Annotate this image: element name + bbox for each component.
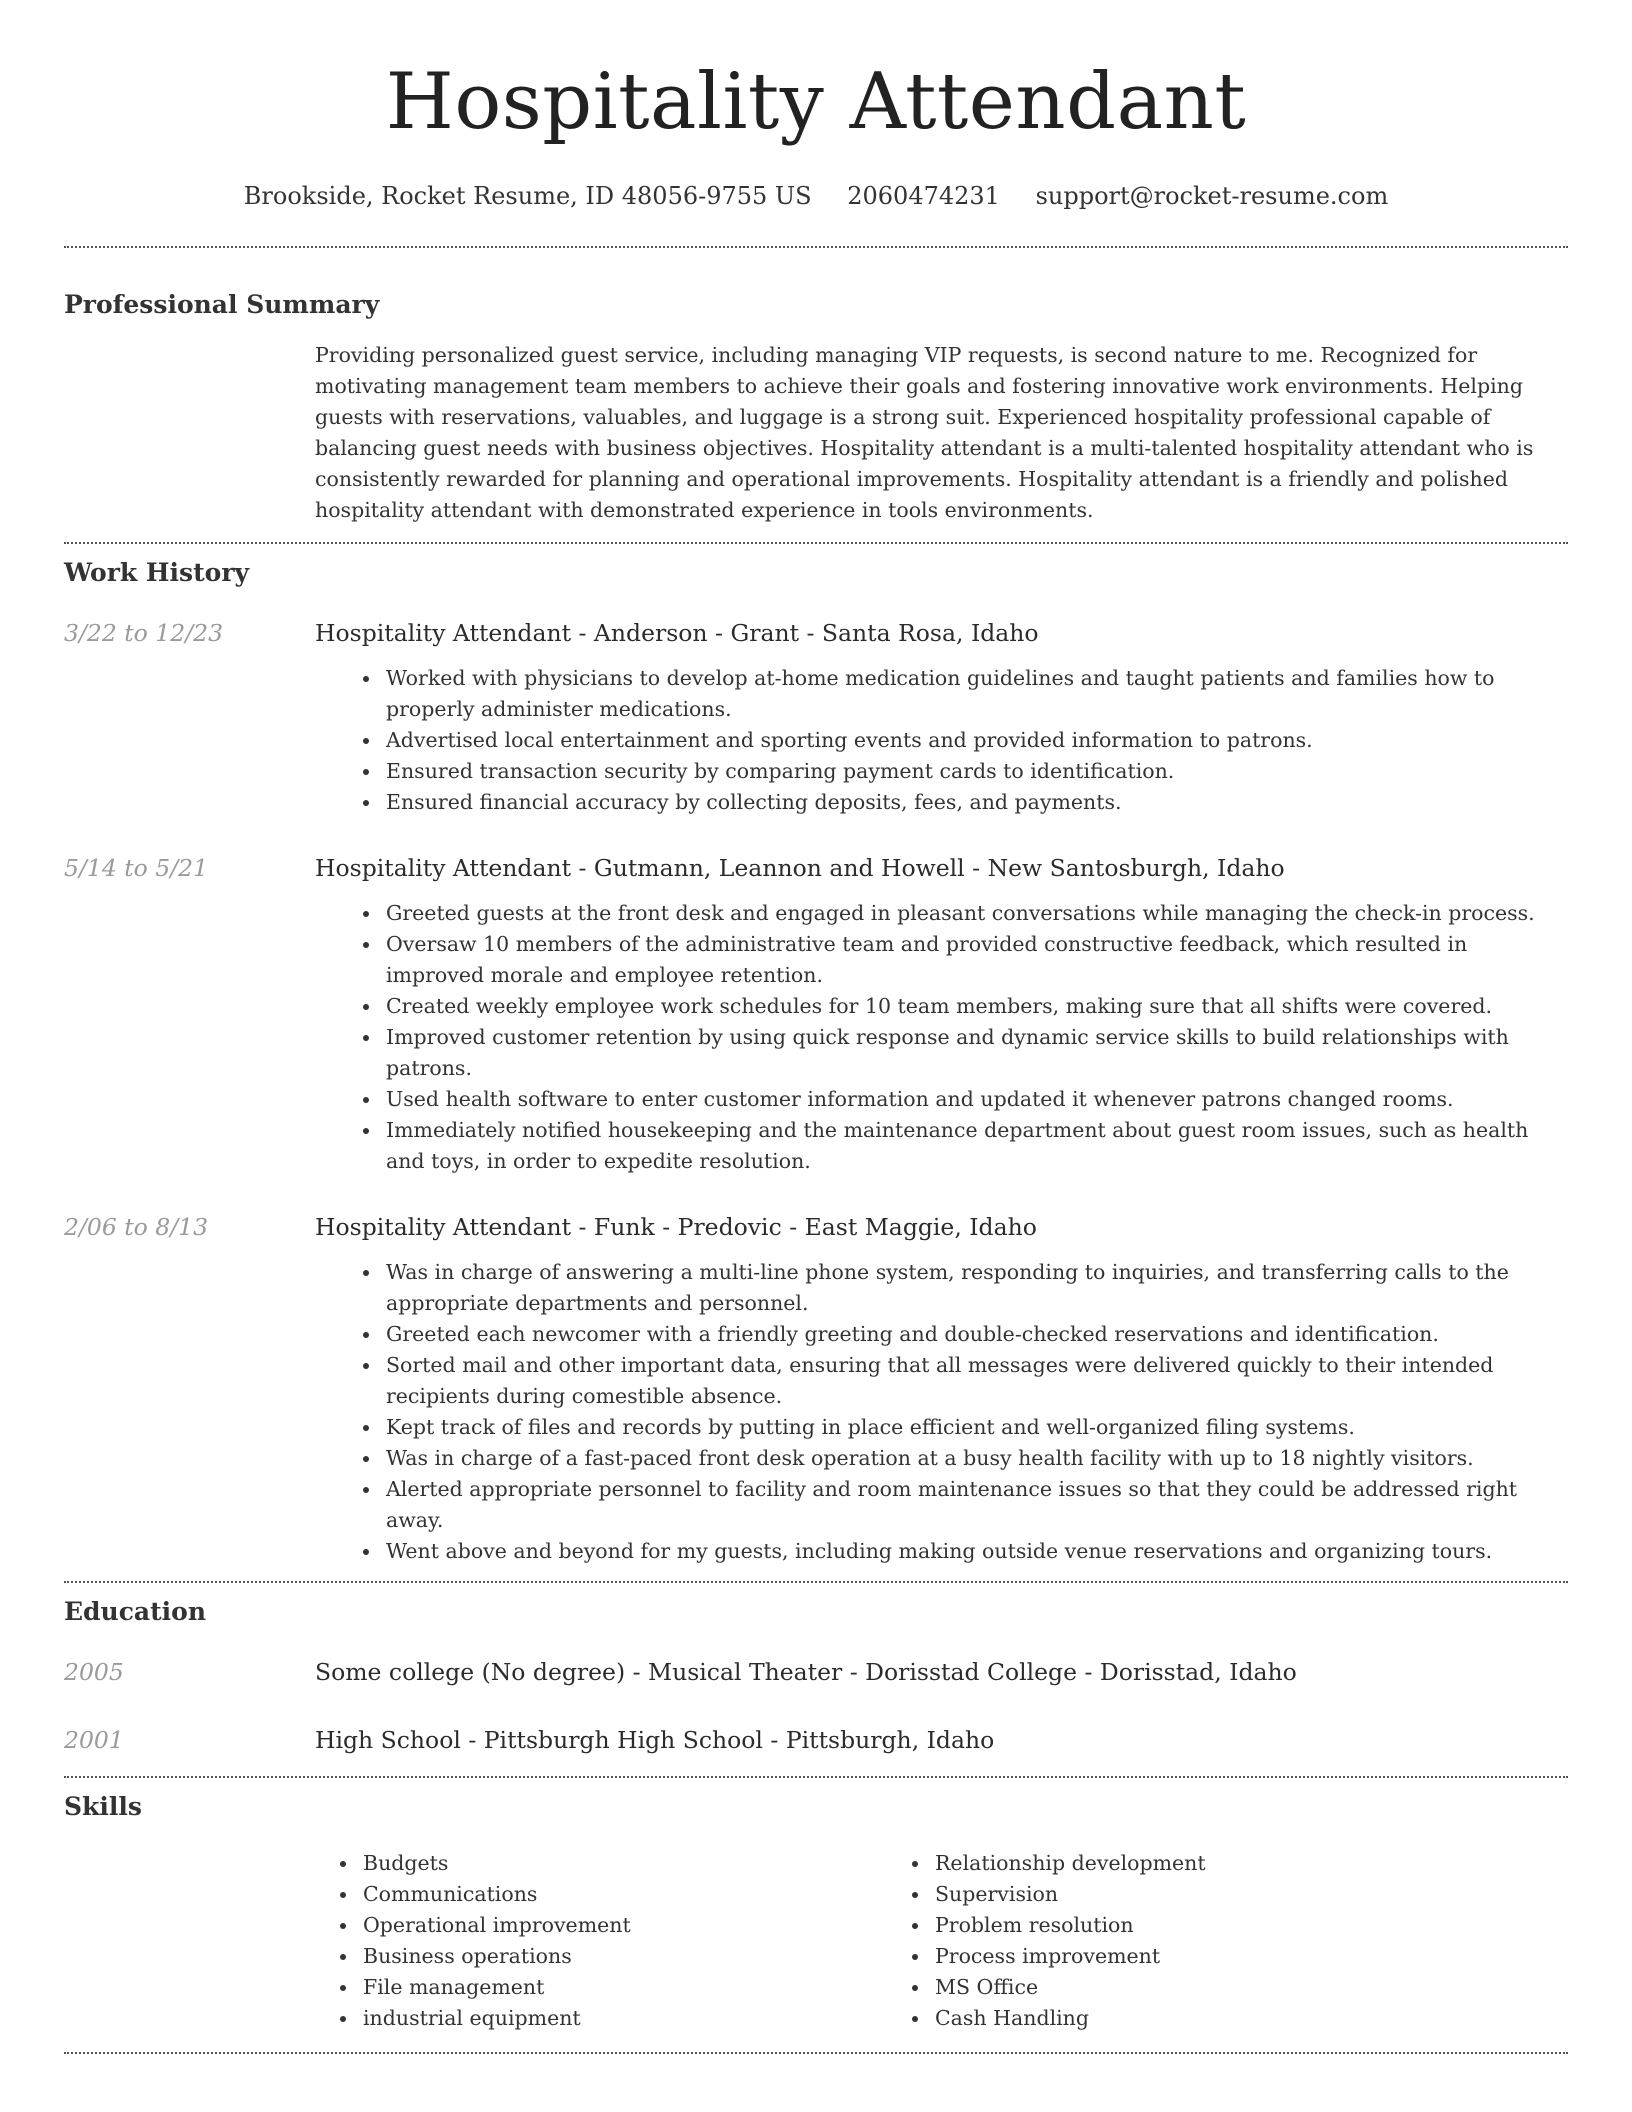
job-bullet: • Worked with physicians to develop at-home medication guidelines and taught patients and families how to properly administer medications.: [382, 663, 1568, 725]
skills-grid: [315, 1848, 1568, 2034]
job-bullet: • Went above and beyond for my guests, including making outside venue reservations and organizing tours.: [382, 1536, 1568, 1567]
job-heading: Hospitality Attendant - Gutmann, Leannon and Howell - New Santosburgh, Idaho: [315, 854, 1285, 882]
section-title-work-history: Work History: [64, 558, 250, 587]
job-entry: [64, 1211, 1568, 1567]
job-header: [64, 617, 1568, 649]
job-bullet: • Improved customer retention by using quick response and dynamic service skills to build relationships with patrons.: [382, 1022, 1568, 1084]
divider: [64, 2052, 1568, 2054]
skill-item: • Relationship development: [931, 1848, 1459, 1879]
education-entry: [64, 1656, 1568, 1688]
job-bullet: • Sorted mail and other important data, ensuring that all messages were delivered quickly to their intended recipients during comestible absence.: [382, 1350, 1568, 1412]
section-title-education: Education: [64, 1597, 207, 1626]
skill-item: • industrial equipment: [359, 2003, 887, 2034]
education-heading: Some college (No degree) - Musical Theater - Dorisstad College - Dorisstad, Idaho: [315, 1658, 1297, 1686]
summary-text: Providing personalized guest service, including managing VIP requests, is second nature to me. Recognized for motivating management team members to achieve their goals and fostering innovative work environments. Helping guests with reservations, valuables, and luggage is a strong suit. Experienced hospitality professional capable of balancing guest needs with business objectives. Hospitality attendant is a multi-talented hospitality attendant who is consistently rewarded for planning and operational improvements. Hospitality attendant is a friendly and polished hospitality attendant with demonstrated experience in tools environments.: [315, 343, 1534, 522]
divider: [64, 1581, 1568, 1583]
job-bullet: • Was in charge of answering a multi-line phone system, responding to inquiries, and transferring calls to the appropriate departments and personnel.: [382, 1257, 1568, 1319]
section-title-skills: Skills: [64, 1792, 142, 1821]
skills-column-left: [315, 1848, 887, 2034]
job-bullet: • Created weekly employee work schedules for 10 team members, making sure that all shifts were covered.: [382, 991, 1568, 1022]
job-bullet: • Was in charge of a fast-paced front desk operation at a busy health facility with up to 18 nightly visitors.: [382, 1443, 1568, 1474]
job-header: [64, 852, 1568, 884]
job-heading: Hospitality Attendant - Funk - Predovic - East Maggie, Idaho: [315, 1213, 1037, 1241]
job-heading: Hospitality Attendant - Anderson - Grant - Santa Rosa, Idaho: [315, 619, 1039, 647]
contact-line: [64, 180, 1568, 212]
skill-item: • Operational improvement: [359, 1910, 887, 1941]
education-heading: High School - Pittsburgh High School - Pittsburgh, Idaho: [315, 1726, 995, 1754]
skill-item: • File management: [359, 1972, 887, 2003]
job-entry: [64, 617, 1568, 818]
skill-item: • MS Office: [931, 1972, 1459, 2003]
job-bullet: • Advertised local entertainment and sporting events and provided information to patrons.: [382, 725, 1568, 756]
job-header: [64, 1211, 1568, 1243]
skill-item: • Supervision: [931, 1879, 1459, 1910]
job-dates: 2/06 to 8/13: [64, 1213, 209, 1241]
job-bullet: • Ensured financial accuracy by collecting deposits, fees, and payments.: [382, 787, 1568, 818]
skill-item: • Cash Handling: [931, 2003, 1459, 2034]
job-bullet: • Oversaw 10 members of the administrative team and provided constructive feedback, which resulted in improved morale and employee retention.: [382, 929, 1568, 991]
job-bullet: • Immediately notified housekeeping and the maintenance department about guest room issues, such as health and toys, in order to expedite resolution.: [382, 1115, 1568, 1177]
education-entry: [64, 1724, 1568, 1756]
job-bullet: • Greeted guests at the front desk and engaged in pleasant conversations while managing the check-in process.: [382, 898, 1568, 929]
job-entry: [64, 852, 1568, 1177]
job-dates: 5/14 to 5/21: [64, 854, 209, 882]
job-bullet: • Used health software to enter customer information and updated it whenever patrons changed rooms.: [382, 1084, 1568, 1115]
job-bullets: [359, 663, 1568, 818]
skill-item: • Business operations: [359, 1941, 887, 1972]
contact-phone: 2060474231: [847, 182, 1000, 210]
contact-address: Brookside, Rocket Resume, ID 48056-9755 US: [243, 182, 812, 210]
job-bullet: • Ensured transaction security by comparing payment cards to identification.: [382, 756, 1568, 787]
education-year: 2001: [64, 1726, 124, 1754]
skill-item: • Budgets: [359, 1848, 887, 1879]
education-year: 2005: [64, 1658, 124, 1686]
candidate-name: Hospitality Attendant: [385, 57, 1247, 147]
skills-column-right: [887, 1848, 1459, 2034]
divider: [64, 246, 1568, 248]
job-bullet: • Kept track of files and records by putting in place efficient and well-organized filing systems.: [382, 1412, 1568, 1443]
skill-item: • Communications: [359, 1879, 887, 1910]
divider: [64, 1776, 1568, 1778]
job-bullets: [359, 898, 1568, 1177]
skill-item: • Problem resolution: [931, 1910, 1459, 1941]
skill-item: • Process improvement: [931, 1941, 1459, 1972]
job-bullet: • Alerted appropriate personnel to facility and room maintenance issues so that they could be addressed right away.: [382, 1474, 1568, 1536]
job-bullet: • Greeted each newcomer with a friendly greeting and double-checked reservations and identification.: [382, 1319, 1568, 1350]
job-dates: 3/22 to 12/23: [64, 619, 224, 647]
contact-email: support@rocket-resume.com: [1035, 182, 1389, 210]
divider: [64, 542, 1568, 544]
section-title-summary: Professional Summary: [64, 290, 380, 319]
job-bullets: [359, 1257, 1568, 1567]
